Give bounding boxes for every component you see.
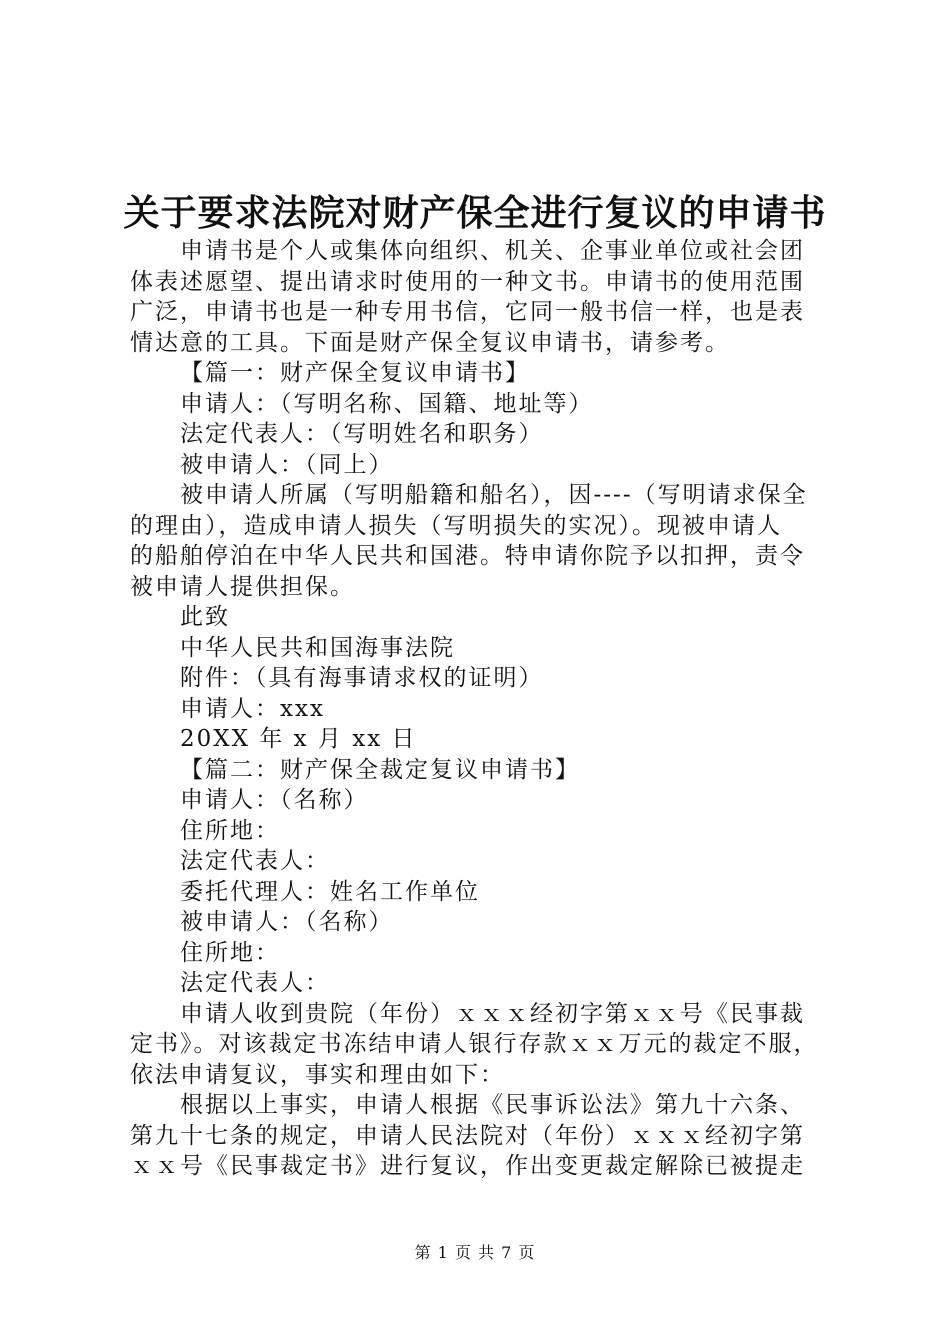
body-line: 定书》。对该裁定书冻结申请人银行存款ｘｘ万元的裁定不服， (130, 1031, 819, 1057)
body-line: 依法申请复议，事实和理由如下： (130, 1061, 505, 1088)
body-line: 中华人民共和国海事法院 (180, 634, 455, 661)
body-line: 根据以上事实，申请人根据《民事诉讼法》第九十六条、 (180, 1092, 805, 1118)
document-title: 关于要求法院对财产保全进行复议的申请书 (123, 193, 827, 234)
body-line: ｘｘ号《民事裁定书》进行复议，作出变更裁定解除已被提走 (130, 1153, 805, 1179)
body-line: 20XX 年 x 月 xx 日 (180, 726, 417, 752)
body-line: 法定代表人：（写明姓名和职务） (180, 421, 544, 447)
document-body (130, 236, 830, 1182)
body-line: 法定代表人： (180, 970, 330, 996)
body-line: 住所地： (180, 817, 280, 844)
body-line: 情达意的工具。下面是财产保全复议申请书，请参考。 (130, 329, 730, 356)
body-line: 法定代表人： (180, 848, 330, 874)
body-line: 附件：（具有海事请求权的证明） (180, 665, 544, 691)
body-line: 申请人收到贵院（年份）ｘｘｘ经初字第ｘｘ号《民事裁 (180, 1000, 805, 1027)
body-line: 的理由），造成申请人损失（写明损失的实况）。现被申请人 (130, 512, 782, 539)
body-line: 申请人：（写明名称、国籍、地址等） (180, 390, 594, 417)
body-line: 广泛，申请书也是一种专用书信，它同一般书信一样，也是表 (130, 299, 805, 325)
body-line: 申请书是个人或集体向组织、机关、企事业单位或社会团 (180, 238, 805, 264)
body-line: 住所地： (180, 939, 280, 966)
body-line: 申请人：xxx (180, 695, 325, 722)
body-line: 此致 (180, 604, 230, 630)
body-line: 第九十七条的规定，申请人民法院对（年份）ｘｘｘ经初字第 (130, 1122, 805, 1149)
body-line: 【篇二：财产保全裁定复议申请书】 (180, 756, 580, 783)
body-line: 被申请人所属（写明船籍和船名），因----（写明请求保全 (180, 482, 808, 508)
body-line: 被申请人：（名称） (180, 909, 394, 935)
body-line: 被申请人提供担保。 (130, 573, 355, 600)
page-footer: 第 1 页 共 7 页 (414, 1243, 536, 1262)
body-line: 委托代理人：姓名工作单位 (180, 878, 480, 905)
body-line: 【篇一：财产保全复议申请书】 (180, 360, 530, 386)
body-line: 申请人：（名称） (180, 787, 369, 813)
body-line: 的船舶停泊在中华人民共和国港。特申请你院予以扣押，责令 (130, 543, 805, 569)
body-line: 体表述愿望、提出请求时使用的一种文书。申请书的使用范围 (130, 268, 805, 295)
body-line: 被申请人：（同上） (180, 451, 394, 478)
